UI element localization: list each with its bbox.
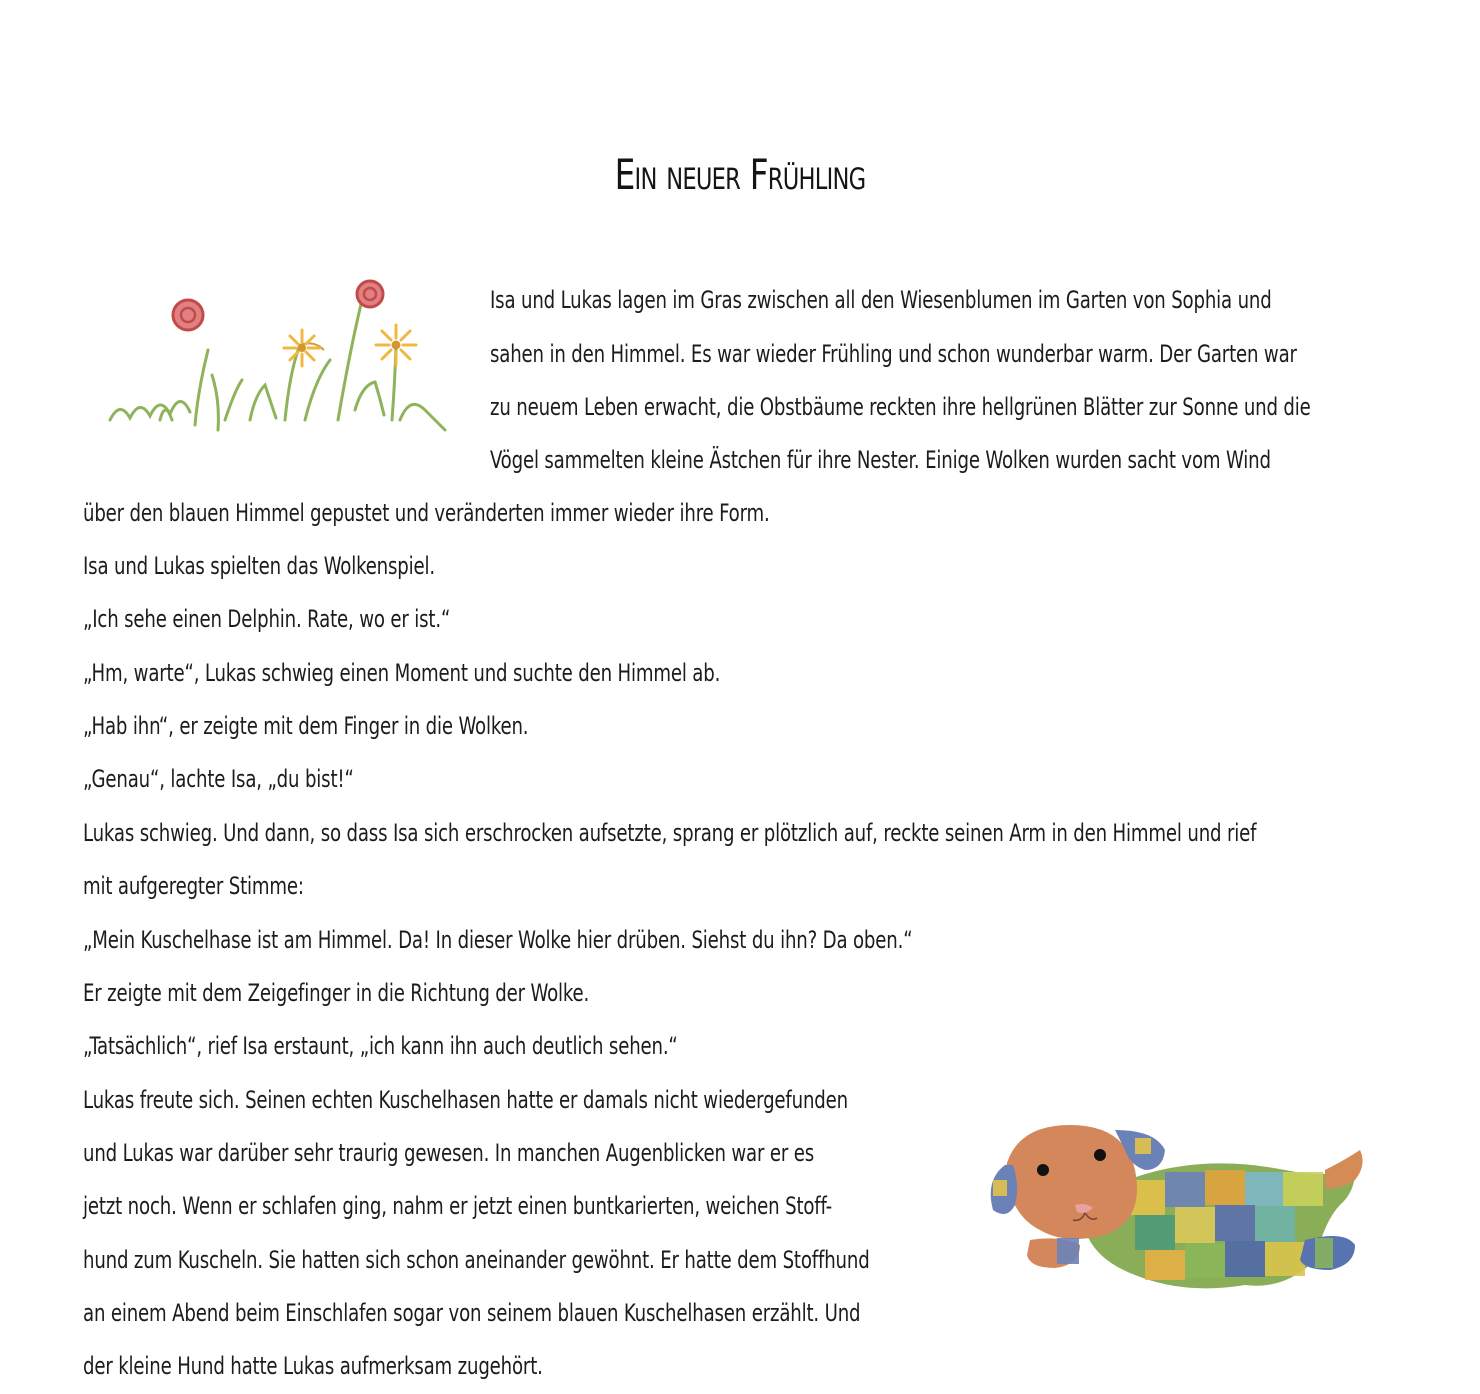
text-line-6: Isa und Lukas spielten das Wolkenspiel. — [83, 552, 435, 580]
text-line-11: Lukas schwieg. Und dann, so dass Isa sich erschrocken aufsetzte, sprang er plötzlich auf, reckte seinen Arm in den Himmel und rief — [83, 819, 1257, 847]
text-line-19: hund zum Kuscheln. Sie hatten sich schon aneinander gewöhnt. Er hatte dem Stoffhund — [83, 1246, 870, 1274]
text-line-3: zu neuem Leben erwacht, die Obstbäume reckten ihre hellgrünen Blätter zur Sonne und die — [490, 393, 1311, 421]
text-line-15: „Tatsächlich“, rief Isa erstaunt, „ich kann ihn auch deutlich sehen.“ — [83, 1032, 678, 1060]
text-line-7: „Ich sehe einen Delphin. Rate, wo er ist.“ — [83, 605, 451, 633]
meadow-flowers-illustration — [100, 270, 460, 450]
text-line-12: mit aufgeregter Stimme: — [83, 872, 304, 900]
text-line-17: und Lukas war darüber sehr traurig gewesen. In manchen Augenblicken war er es — [83, 1139, 815, 1167]
text-line-13: „Mein Kuschelhase ist am Himmel. Da! In dieser Wolke hier drüben. Siehst du ihn? Da oben.“ — [83, 926, 913, 954]
text-line-16: Lukas freute sich. Seinen echten Kuschelhasen hatte er damals nicht wiedergefunden — [83, 1086, 848, 1114]
text-line-10: „Genau“, lachte Isa, „du bist!“ — [83, 765, 354, 793]
text-line-5: über den blauen Himmel gepustet und veränderten immer wieder ihre Form. — [83, 499, 770, 527]
text-line-8: „Hm, warte“, Lukas schwieg einen Moment und suchte den Himmel ab. — [83, 659, 721, 687]
chapter-title: Ein neuer Frühling — [614, 150, 866, 199]
text-line-2: sahen in den Himmel. Es war wieder Frühling und schon wunderbar warm. Der Garten war — [490, 340, 1297, 368]
text-line-9: „Hab ihn“, er zeigte mit dem Finger in die Wolken. — [83, 712, 529, 740]
text-line-14: Er zeigte mit dem Zeigefinger in die Richtung der Wolke. — [83, 979, 590, 1007]
text-line-4: Vögel sammelten kleine Ästchen für ihre Nester. Einige Wolken wurden sacht vom Wind — [490, 446, 1271, 474]
text-line-21: der kleine Hund hatte Lukas aufmerksam zugehört. — [83, 1352, 543, 1380]
text-line-1: Isa und Lukas lagen im Gras zwischen all den Wiesenblumen im Garten von Sophia und — [490, 286, 1272, 314]
text-line-18: jetzt noch. Wenn er schlafen ging, nahm er jetzt einen buntkarierten, weichen Stoff- — [83, 1192, 833, 1220]
text-line-20: an einem Abend beim Einschlafen sogar von seinem blauen Kuschelhasen erzählt. Und — [83, 1299, 861, 1327]
patchwork-dog-illustration — [985, 1110, 1375, 1310]
